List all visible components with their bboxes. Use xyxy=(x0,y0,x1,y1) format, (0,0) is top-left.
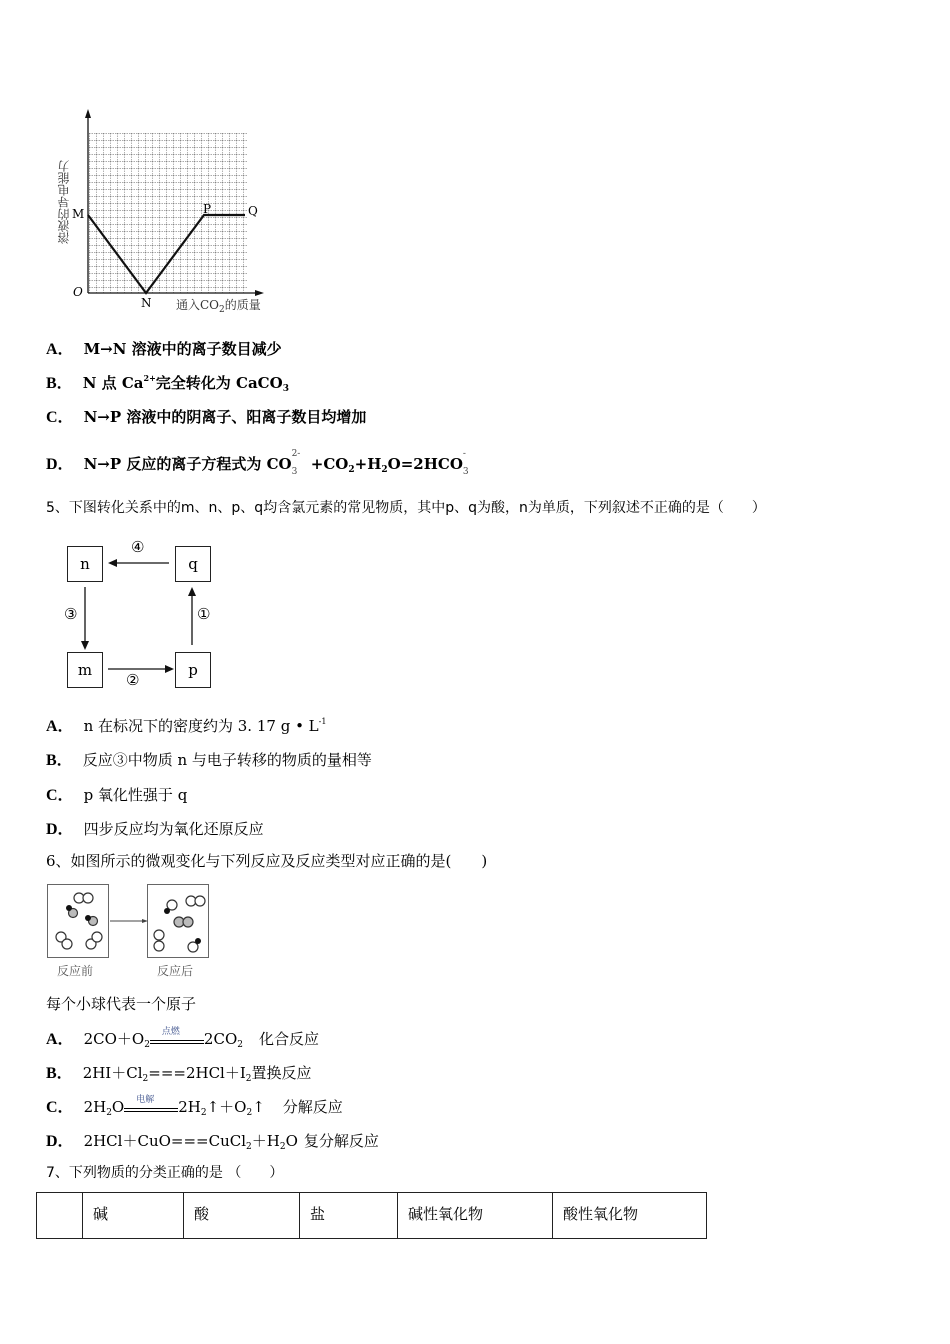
table-header-cell: 酸性氧化物 xyxy=(553,1193,707,1239)
before-caption: 反应前 xyxy=(57,964,94,978)
q5-option-c[interactable]: C． p 氧化性强于 q xyxy=(46,786,188,804)
q4-option-d[interactable]: D． N→P 反应的离子方程式为 CO 2- 3 $+CO_2+H_2O=2HCO$ - 3 xyxy=(46,449,469,477)
x-axis-label: 通入$CO_2$的质量 xyxy=(176,298,261,315)
q6-stem: 6、如图所示的微观变化与下列反应及反应类型对应正确的是( ) xyxy=(46,852,488,870)
q5-stem: 5、下图转化关系中的m、n、p、q均含氯元素的常见物质，其中p、q为酸，n为单质，下列叙述不正确的是（ ） xyxy=(46,500,766,516)
point-label-p: P xyxy=(203,202,212,216)
node-p: p xyxy=(175,652,211,688)
y-axis-label: 溶液的导电能力 xyxy=(57,160,71,244)
table-header-cell: 碱 xyxy=(83,1193,184,1239)
arrow-right-icon xyxy=(165,665,174,673)
arrow-up-icon xyxy=(188,587,196,596)
arrow-down-icon xyxy=(81,641,89,650)
table-header-cell: 盐 xyxy=(300,1193,398,1239)
node-m: m xyxy=(67,652,103,688)
y-axis-arrow-icon xyxy=(85,109,91,118)
node-n: n xyxy=(67,546,103,582)
step-3-label: ③ xyxy=(64,605,78,623)
reaction-condition: 点燃 xyxy=(150,1033,204,1047)
table-header-cell xyxy=(37,1193,83,1239)
chart-grid xyxy=(88,133,248,293)
table-header-cell: 酸 xyxy=(184,1193,300,1239)
node-q: q xyxy=(175,546,211,582)
arrow-left-icon xyxy=(108,559,117,567)
step-2-label: ② xyxy=(126,671,140,689)
origin-label: O xyxy=(73,285,83,299)
reaction-molecules xyxy=(47,884,217,960)
step-1-label: ① xyxy=(197,605,211,623)
point-label-q: Q xyxy=(248,204,258,218)
point-label-n: N xyxy=(141,296,152,310)
table-header-cell: 碱性氧化物 xyxy=(398,1193,553,1239)
q4-option-c[interactable]: C． N→P 溶液中的阴离子、阳离子数目均增加 xyxy=(46,408,367,426)
q4-option-b[interactable]: B． N 点 $Ca^{2+}$完全转化为 CaCO$_3$ xyxy=(46,373,289,394)
point-label-m: M xyxy=(72,207,85,221)
q6-option-a[interactable]: A． $2CO+O_2$ 点燃 $2CO_2$ 化合反应 xyxy=(46,1027,319,1050)
after-caption: 反应后 xyxy=(157,964,194,978)
q7-stem: 7、下列物质的分类正确的是 （ ） xyxy=(46,1165,284,1181)
q5-option-b[interactable]: B． 反应③中物质 n 与电子转移的物质的量相等 xyxy=(46,751,372,769)
table-header-row xyxy=(37,1193,707,1239)
step-4-label: ④ xyxy=(131,538,145,556)
q6-note: 每个小球代表一个原子 xyxy=(46,995,197,1013)
q5-option-d[interactable]: D． 四步反应均为氧化还原反应 xyxy=(46,820,264,838)
q6-option-c[interactable]: C． $2H_2O$ 电解 $2H_2↑+O_2↑$ 分解反应 xyxy=(46,1095,343,1118)
classification-table xyxy=(36,1192,707,1239)
q6-option-d[interactable]: D． $2HCl+CuO===CuCl_2+H_2O$ 复分解反应 xyxy=(46,1132,379,1152)
q6-option-b[interactable]: B． $2HI+Cl_2===2HCl+I_2$置换反应 xyxy=(46,1064,312,1084)
q4-option-a[interactable]: A． M→N 溶液中的离子数目减少 xyxy=(46,340,282,358)
reaction-condition: 电解 xyxy=(124,1101,178,1115)
q5-option-a[interactable]: A． n 在标况下的密度约为 3. 17 g • $L^{-1}$ xyxy=(46,717,327,735)
